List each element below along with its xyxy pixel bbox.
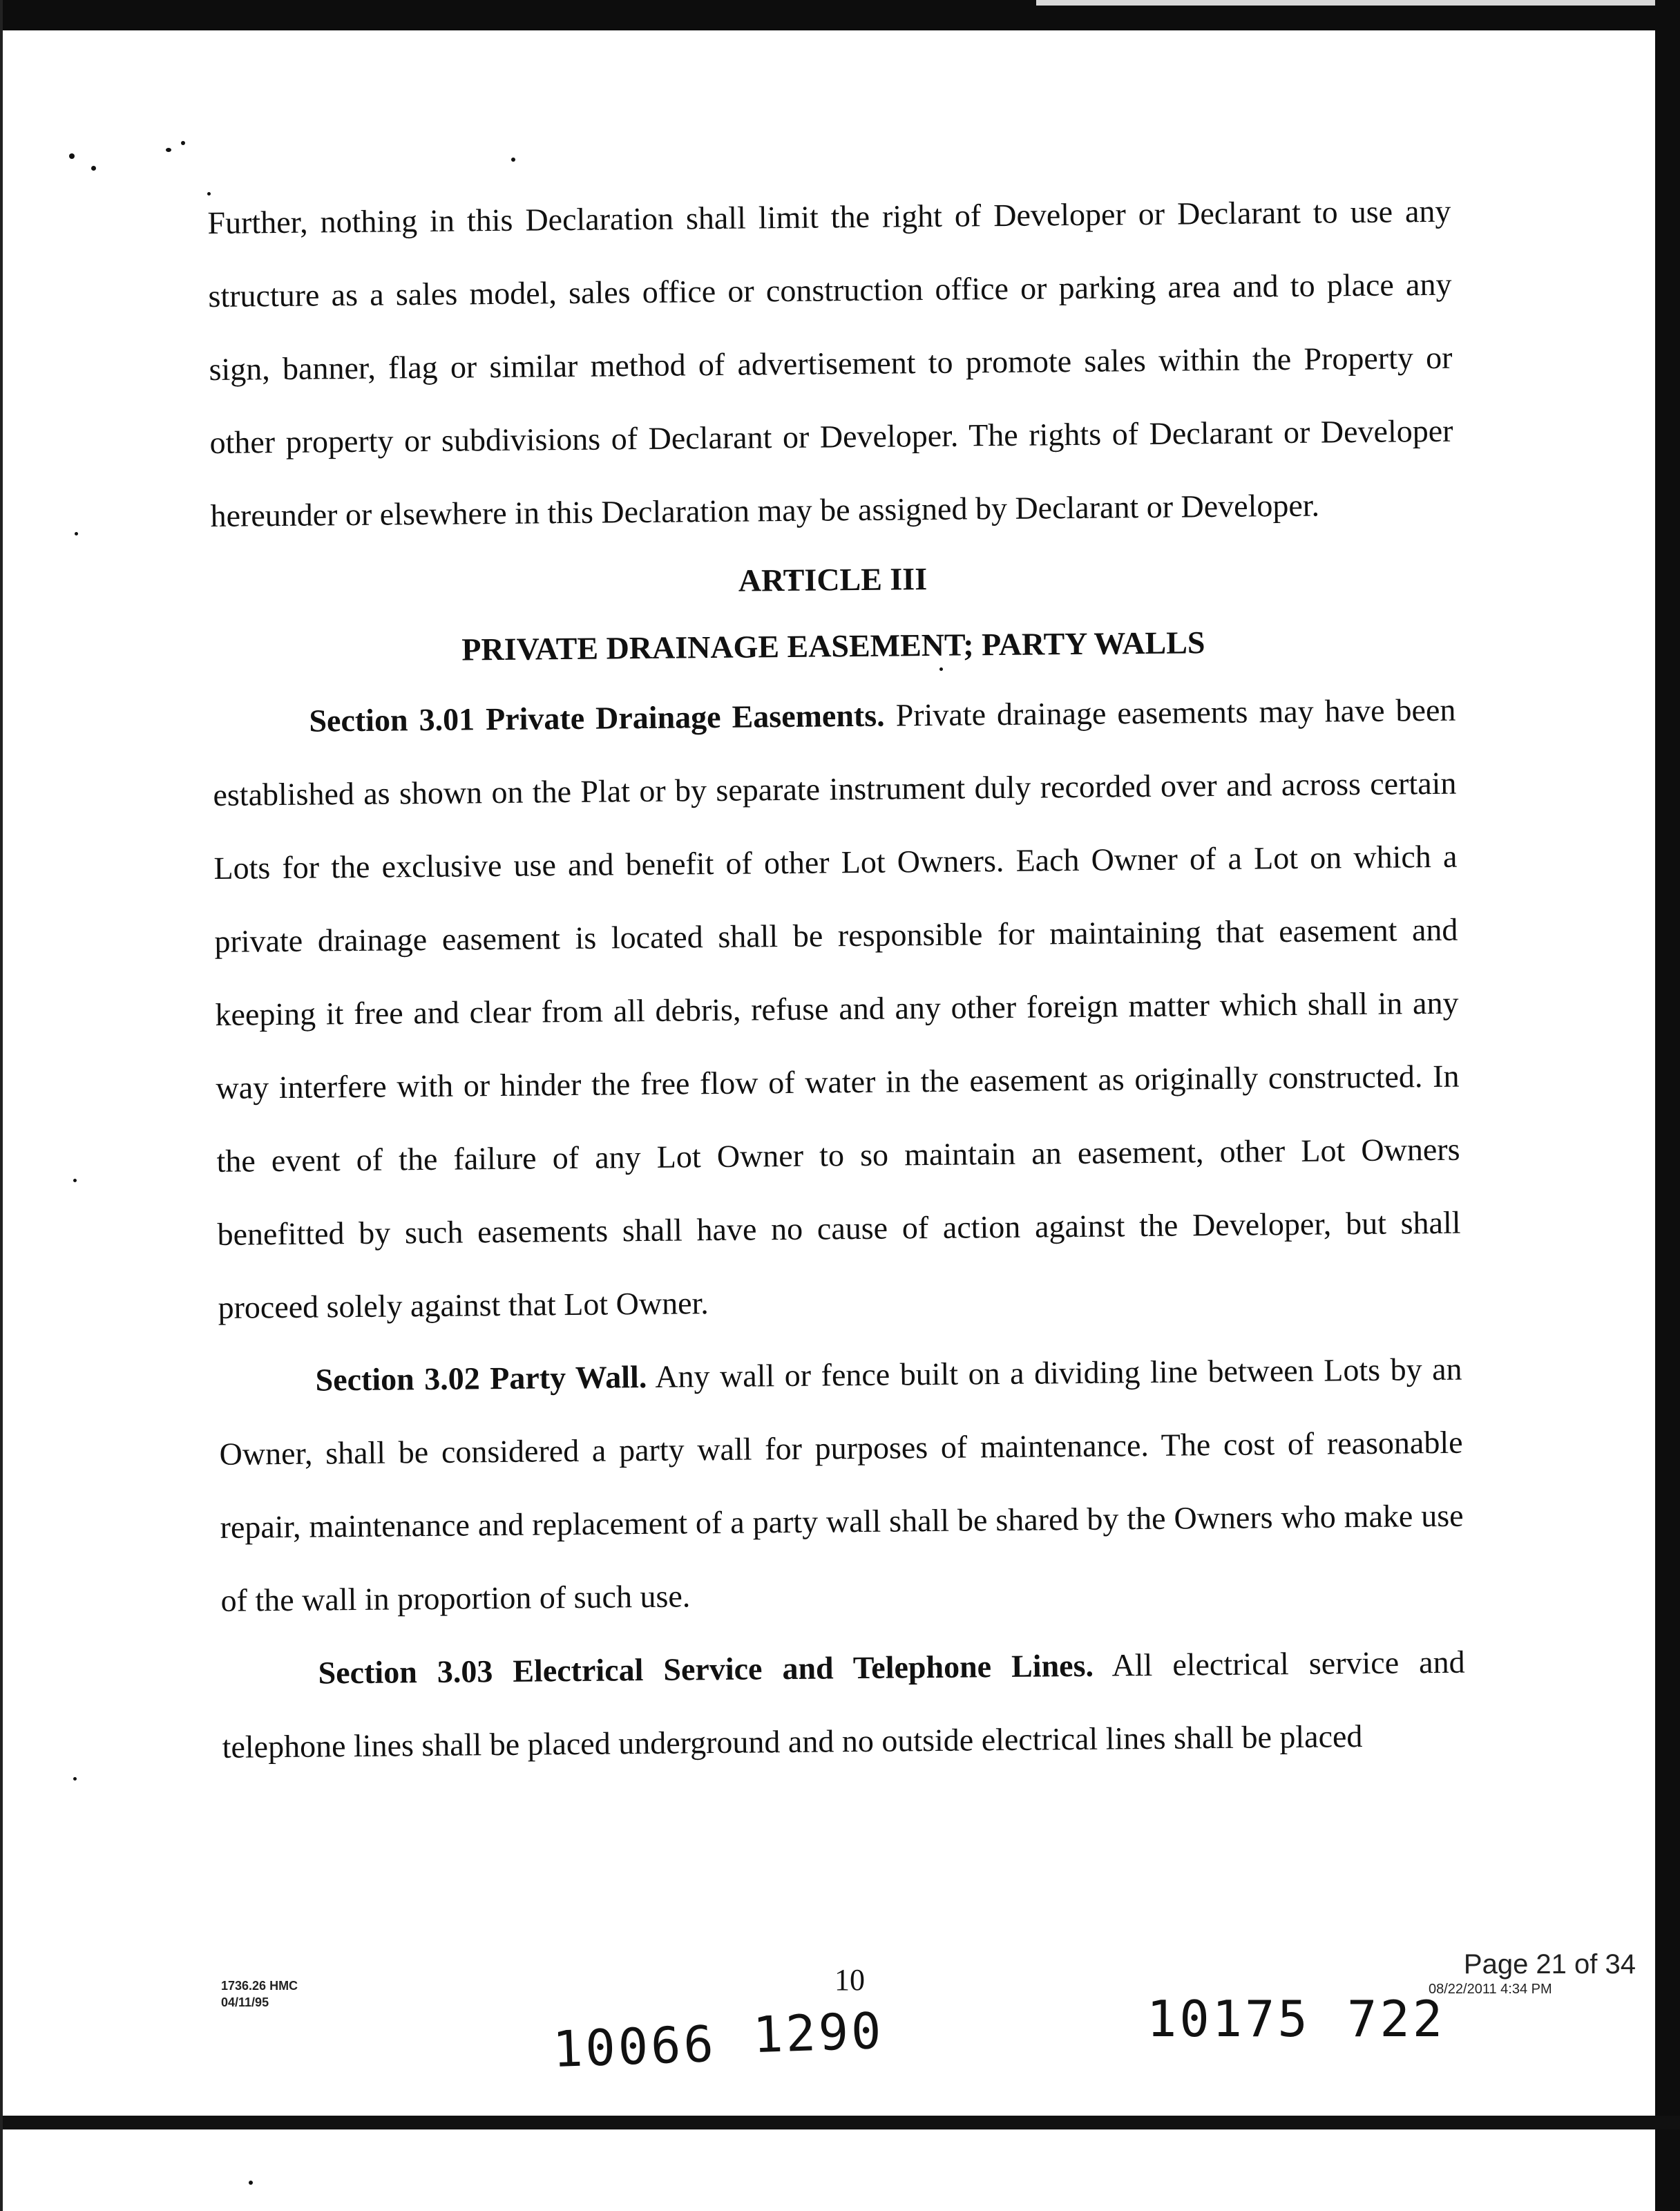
section-3-03-heading: Section 3.03 Electrical Service and Telephone Lines. [318,1647,1094,1691]
recording-stamp-1: 10066 [551,2014,718,2079]
scan-speck [249,2181,253,2185]
scan-speck [181,141,185,145]
page-info [1429,1948,1636,1998]
document-code [221,1977,298,2011]
scan-speck [91,166,96,171]
recording-stamp-4: 722 [1347,1990,1446,2048]
scan-speck [73,1777,77,1781]
section-3-01-body: Private drainage easements may have been established as shown on the Plat or by separate instrument duly recorded over and across certain Lots for the exclusive use and benefit of other Lot Owners. Each Owner of a Lot on which a private drainage easement is located shall be responsible for maintaining that easement and keeping it free and clear from all debris, refuse and any other foreign matter which shall in any way interfere with or hinder the free flow of water in the easement as originally constructed. In the event of the failure of any Lot Owner to so maintain an easement, other Lot Owners benefitted by such easements shall have no cause of action against the Developer, but shall proceed solely against that Lot Owner. [213,692,1461,1325]
section-3-02-body: Any wall or fence built on a dividing line between Lots by an Owner, shall be considered a party wall for purposes of maintenance. The cost of reasonable repair, maintenance and replacement of a party wall shall be shared by the Owners who make use of the wall in proportion of such use. [219,1351,1464,1618]
scan-speck [75,532,78,535]
intro-paragraph: Further, nothing in this Declaration shall limit the right of Developer or Declarant to use any structure as a sales model, sales office or construction office or parking area and to place any sign, banner, flag or similar method of advertisement to promote sales within the Property or other property or subdivisions of Declarant or Developer. The rights of Declarant or Developer hereunder or elsewhere in this Declaration may be assigned by Declarant or Developer. [207,193,1453,533]
section-3-02 [218,1333,1464,1638]
page-number: 10 [834,1963,865,1997]
section-3-02-heading: Section 3.02 Party Wall. [315,1358,647,1398]
scan-speck [73,1179,77,1182]
scan-speck [511,158,515,162]
article-subtitle: PRIVATE DRAINAGE EASEMENT; PARTY WALLS [461,625,1205,667]
scan-edge-left [0,0,3,2211]
article-title: ARTICLE III [738,561,928,598]
scan-speck [69,153,75,159]
section-3-01 [212,674,1462,1345]
section-3-01-heading: Section 3.01 Private Drainage Easements. [309,697,885,739]
scan-edge-right [1655,0,1680,2211]
scan-edge-top-light [1036,0,1680,6]
scan-edge-bottom [0,2116,1680,2129]
section-3-03-body: All electrical service and telephone lines shall be placed underground and no outside electrical lines shall be placed [222,1644,1465,1765]
recording-stamp-2: 1290 [752,2001,885,2065]
page-of-label: Page 21 of 34 [1463,1949,1636,1980]
print-date: 08/22/2011 4:34 PM [1429,1982,1552,1997]
document-body [207,175,1466,1784]
document-code-line-2: 04/11/95 [221,1995,269,2009]
scan-speck [166,148,171,152]
section-3-03 [221,1626,1466,1784]
document-code-line-1: 1736.26 HMC [221,1979,298,1993]
recording-stamp-3: 10175 [1147,1990,1310,2048]
